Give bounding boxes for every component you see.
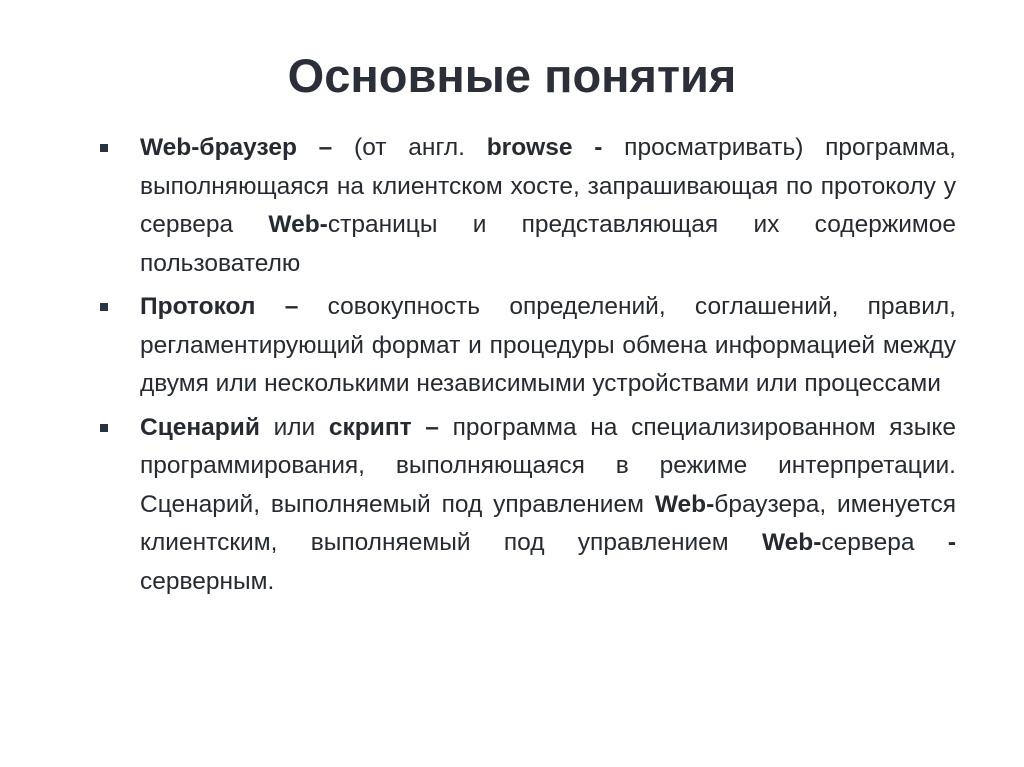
- square-bullet-icon: [100, 424, 108, 432]
- bullet-term: Web-: [654, 490, 715, 518]
- bullet-term: Протокол –: [140, 293, 299, 320]
- bullet-list: [100, 129, 956, 601]
- bullet-term: -: [914, 529, 956, 556]
- square-bullet-icon: [100, 303, 108, 311]
- bullet-term: Web-: [268, 211, 328, 238]
- slide-title: Основные понятия: [287, 49, 737, 102]
- bullet-text: браузера, именуется клиентским, выполняемый под управлением: [140, 490, 956, 556]
- square-bullet-icon: [100, 144, 108, 152]
- bullet-text: просматривать) программа, выполняющаяся на клиентском хосте, запрашивающая по протоколу у сервера: [140, 134, 956, 238]
- bullet-item: [100, 129, 956, 283]
- bullet-text: совокупность определений, соглашений, правил, регламентирующий формат и процедуры обмена информацией между двумя или несколькими независимыми устройствами или процессами: [140, 293, 956, 397]
- bullet-text: или: [259, 413, 329, 441]
- bullet-term: Web-: [761, 529, 822, 556]
- bullet-term: Web-браузер –: [140, 134, 333, 161]
- bullet-term: Сценарий: [140, 413, 260, 441]
- bullet-text: сервера: [821, 529, 915, 556]
- bullet-text: программа на специализированном языке программирования, выполняющаяся в режиме интерпретации. Сценарий, выполняемый под управлением: [140, 413, 956, 518]
- bullet-item: [100, 409, 956, 602]
- bullet-text: (от англ.: [332, 134, 487, 161]
- bullet-item: [100, 288, 956, 404]
- bullet-text: серверным.: [140, 567, 275, 595]
- bullet-term: скрипт –: [328, 413, 439, 441]
- bullet-term: browse -: [486, 134, 603, 161]
- bullet-text: страницы и представляющая их содержимое пользователю: [140, 211, 957, 277]
